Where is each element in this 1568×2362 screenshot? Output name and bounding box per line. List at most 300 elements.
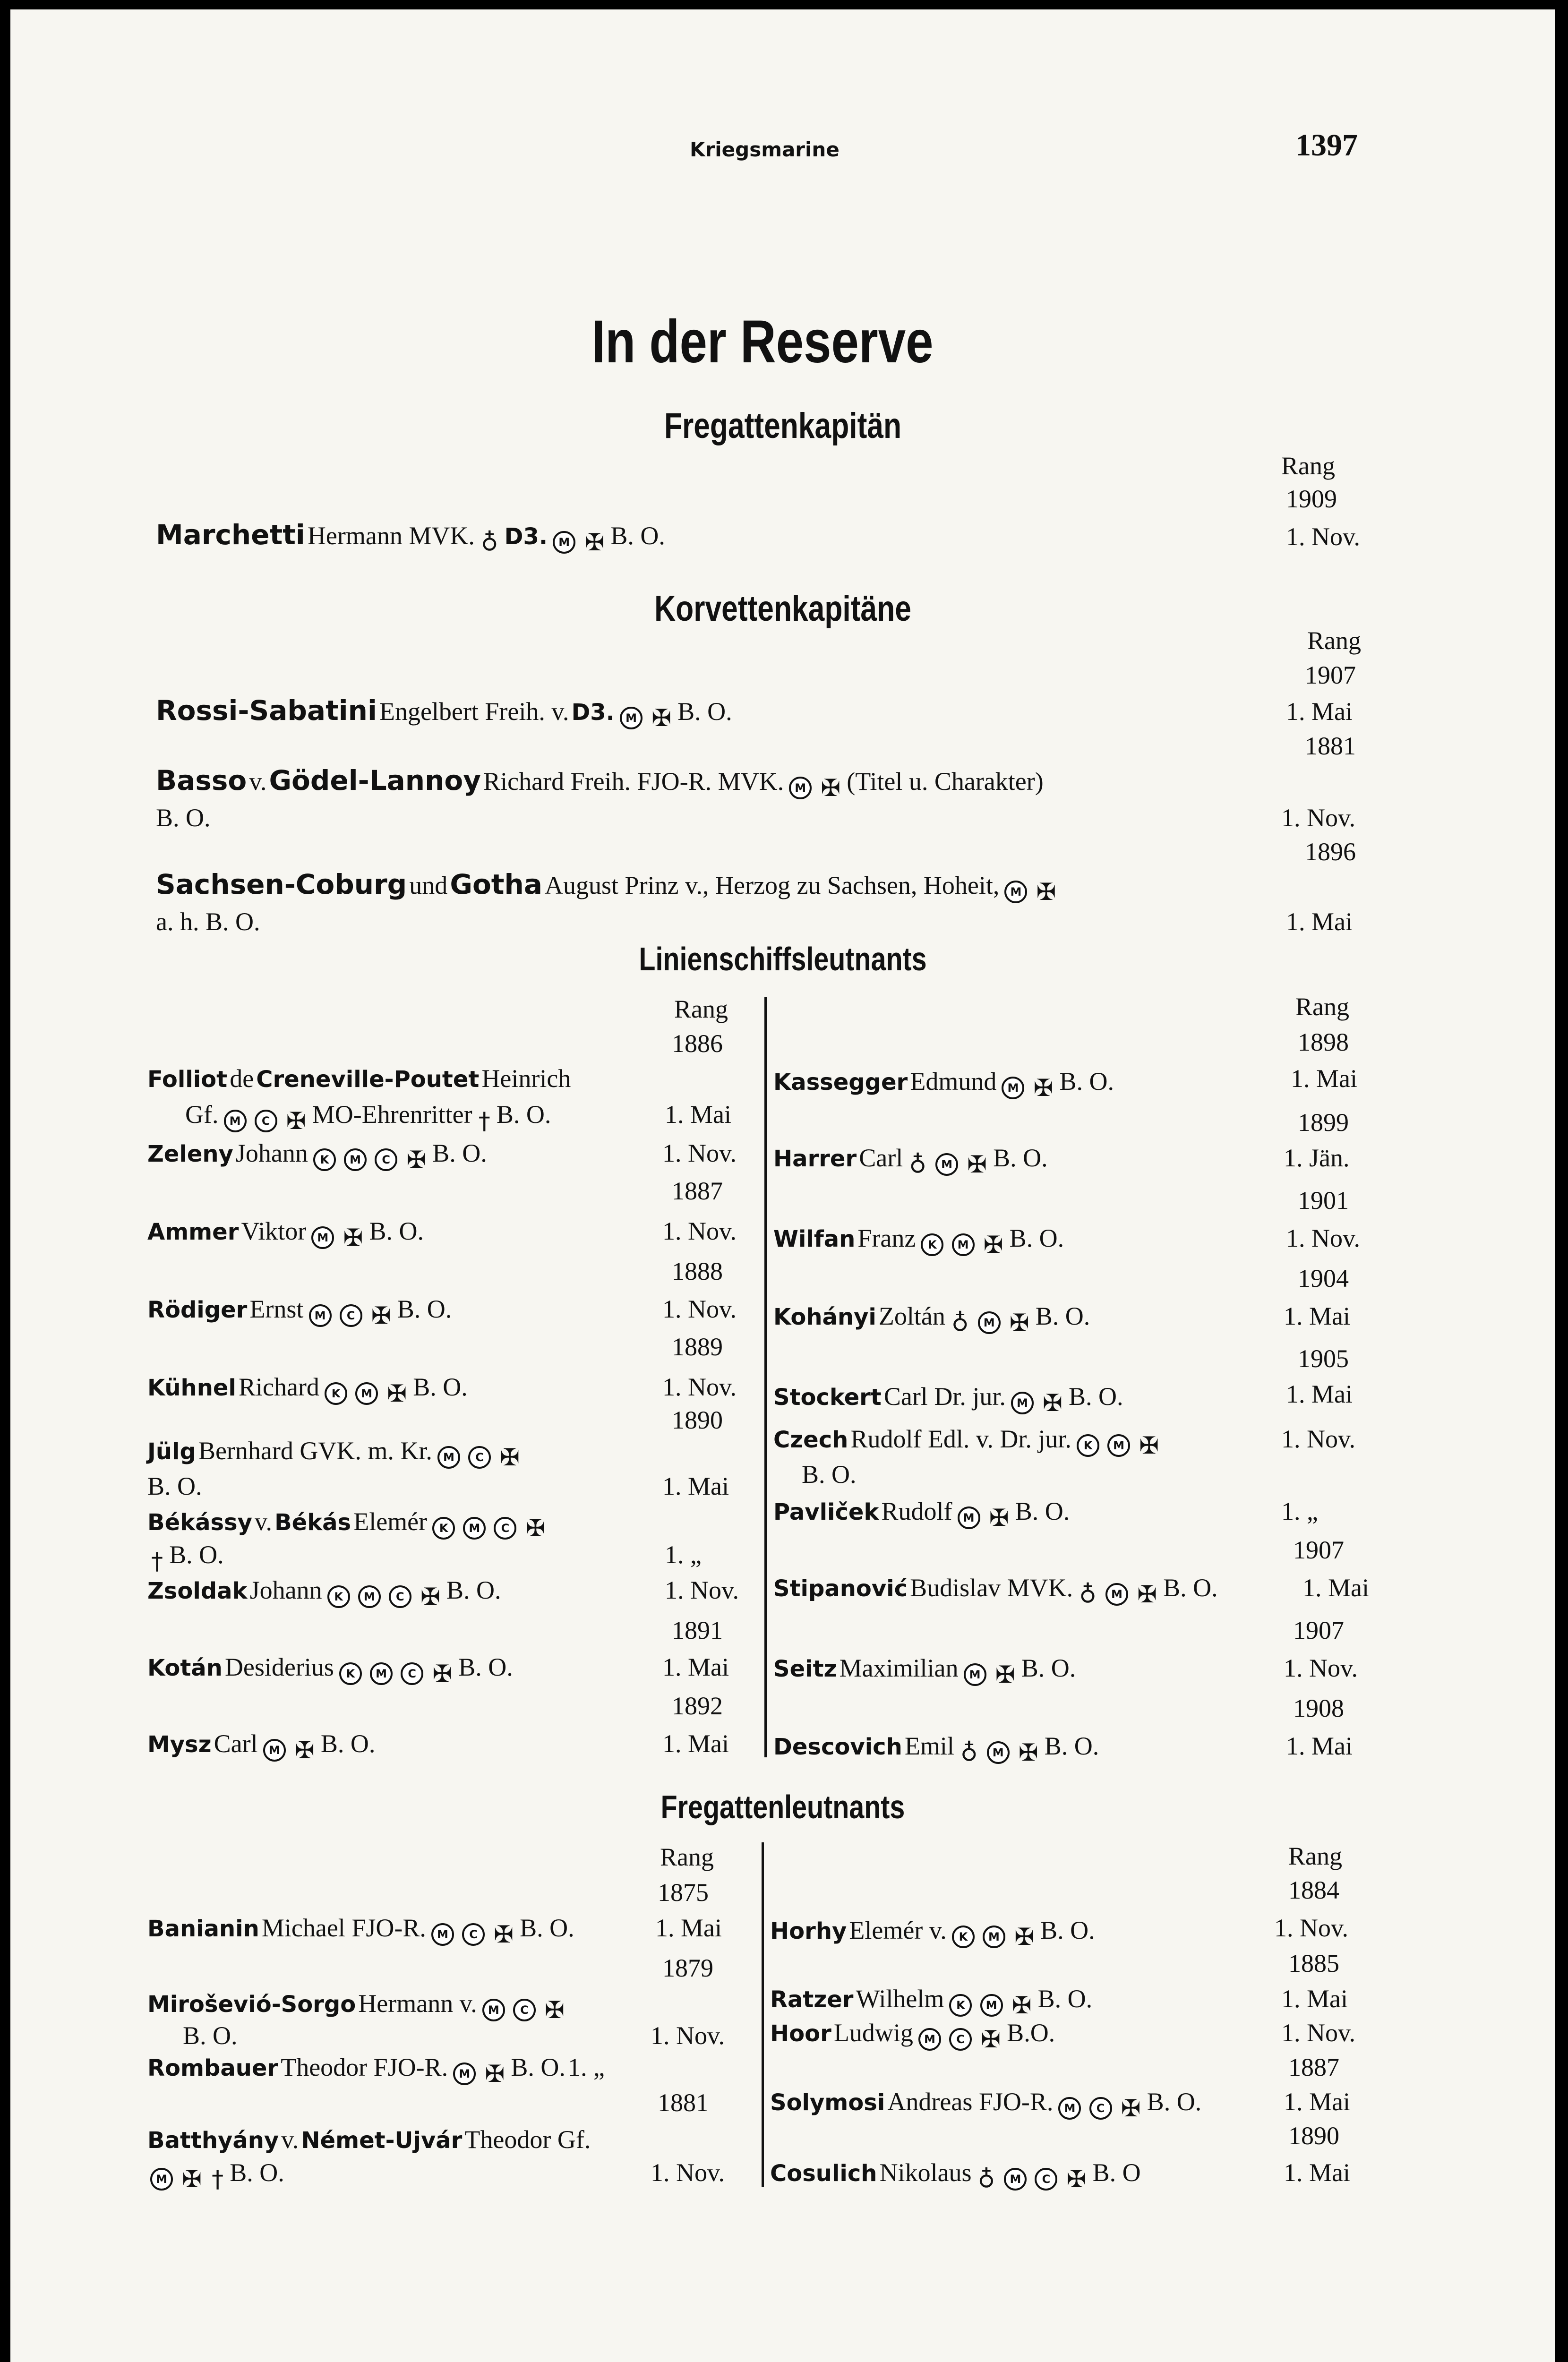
entry-name: Ratzer [770, 1986, 854, 2013]
entry-row [773, 1731, 1099, 1766]
rang-year: 1908 [1293, 1694, 1344, 1722]
c-badge-icon: C [1089, 2097, 1112, 2120]
k-badge-icon: K [325, 1382, 347, 1405]
cross-icon: ✠ [294, 1736, 315, 1764]
entry-row [770, 1916, 1095, 1951]
rang-year: 1887 [672, 1177, 723, 1205]
entry-bo: B. O. [1044, 1732, 1099, 1760]
entry-row [770, 2087, 1201, 2122]
entry-decoration: D3. [571, 699, 615, 726]
m-badge-icon: M [620, 707, 643, 729]
entry-details: Bernhard GVK. m. Kr. [198, 1437, 432, 1465]
entry-name: Stockert [773, 1384, 882, 1411]
cross-icon: ✠ [967, 1150, 987, 1178]
section-heading-korvettenkapitaene: Korvettenkapitäne [654, 589, 911, 629]
entry-row [147, 1652, 513, 1687]
rang-year: 1907 [1305, 661, 1356, 689]
medal-icon: ♁ [480, 528, 498, 556]
entry-row [773, 1224, 1064, 1258]
entry-details: Johann [235, 1139, 308, 1167]
entry-particle: v. [254, 1507, 272, 1536]
entry-name: Czech [773, 1427, 848, 1453]
c-badge-icon: C [494, 1517, 516, 1540]
rang-year: 1909 [1286, 485, 1337, 513]
entry-date: 1. Mai [1286, 1380, 1353, 1408]
m-badge-icon: M [370, 1662, 393, 1685]
entry-details: MO-Ehrenritter [312, 1100, 472, 1129]
entry-row [147, 1575, 501, 1610]
c-badge-icon: C [468, 1446, 491, 1469]
entry-row [773, 1067, 1114, 1102]
entry-name: Rombauer [147, 2055, 279, 2081]
rang-year: 1904 [1298, 1264, 1349, 1292]
cross-icon: ✠ [343, 1224, 363, 1251]
m-badge-icon: M [987, 1741, 1010, 1764]
rang-label: Rang [1307, 626, 1361, 655]
c-badge-icon: C [462, 1923, 485, 1946]
entry-details: Nikolaus [879, 2158, 972, 2187]
entry-bo: B. O. [432, 1139, 487, 1167]
entry-bo: B. O [1092, 2158, 1141, 2187]
entry-bo: B.O. [1007, 2019, 1055, 2047]
section-heading-fregattenleutnants: Fregattenleutnants [660, 1789, 905, 1825]
entry-name: Zsoldak [147, 1578, 248, 1604]
entry-details: Carl Dr. jur. [883, 1382, 1006, 1411]
entry-details: Johann [249, 1576, 322, 1604]
entry-date: 1. Nov. [665, 1576, 739, 1604]
k-badge-icon: K [432, 1517, 455, 1540]
cross-icon: ✠ [1139, 1431, 1159, 1459]
m-badge-icon: M [952, 1233, 975, 1256]
running-title: Kriegsmarine [690, 138, 840, 161]
c-badge-icon: C [513, 1999, 536, 2021]
rang-year: 1899 [1298, 1108, 1349, 1137]
entry-row [156, 519, 665, 556]
rang-year: 1892 [672, 1692, 723, 1720]
entry-date: 1. Mai [1286, 907, 1353, 936]
entry-line2: B. O. [147, 1472, 202, 1500]
section-heading-linienschiffsleutnants: Linienschiffsleutnants [639, 941, 927, 977]
entry-name: Solymosi [770, 2089, 885, 2116]
medal-icon: ♁ [951, 1309, 969, 1336]
entry-date: 1. Nov. [662, 1295, 737, 1323]
m-badge-icon: M [978, 1311, 1001, 1334]
medal-icon: ♁ [909, 1150, 926, 1178]
entry-date: 1. Nov. [1281, 804, 1355, 832]
k-badge-icon: K [1077, 1434, 1099, 1457]
dagger-icon: † [212, 2165, 224, 2193]
k-badge-icon: K [327, 1585, 350, 1608]
entry-line2: a. h. B. O. [156, 907, 260, 936]
entry-name: Sachsen-Coburg [156, 868, 407, 900]
m-badge-icon: M [431, 1923, 454, 1946]
rang-year: 1879 [662, 1954, 713, 1982]
entry-name: Descovich [773, 1734, 902, 1760]
m-badge-icon: M [482, 1999, 505, 2021]
entry-name: Stipanović [773, 1575, 908, 1602]
entry-details: Michael FJO-R. [261, 1914, 426, 1942]
entry-name: Békás [274, 1509, 351, 1536]
cross-icon: ✠ [544, 1996, 565, 2024]
entry-name: Mysz [147, 1731, 212, 1758]
cross-icon: ✠ [494, 1920, 514, 1948]
cross-icon: ✠ [1033, 1074, 1054, 1102]
entry-name: Gödel-Lannoy [269, 764, 481, 796]
entry-date: 1. Mai [665, 1100, 731, 1129]
cross-icon: ✠ [525, 1514, 546, 1542]
m-badge-icon: M [1004, 2168, 1027, 2191]
entry-date: 1. Mai [655, 1914, 722, 1942]
m-badge-icon: M [935, 1153, 958, 1176]
m-badge-icon: M [1004, 881, 1027, 903]
entry-date: 1. Nov. [1284, 1654, 1358, 1682]
m-badge-icon: M [789, 777, 812, 799]
rang-year: 1886 [672, 1029, 723, 1058]
entry-details: Gf. [185, 1100, 219, 1129]
entry-date: 1. Mai [1286, 1732, 1353, 1760]
cross-icon: ✠ [406, 1146, 427, 1173]
entry-name: Wilfan [773, 1226, 856, 1252]
entry-row [147, 1989, 568, 2024]
entry-details: Heinrich [481, 1064, 571, 1093]
rang-label: Rang [1295, 993, 1349, 1021]
entry-name: Batthyány [147, 2127, 279, 2154]
entry-bo: B. O. [520, 1914, 574, 1942]
entry-bo: B. O. [1059, 1067, 1114, 1095]
medal-icon: ♁ [1079, 1580, 1097, 1608]
rang-label: Rang [660, 1843, 714, 1871]
entry-date: 1. Nov. [1274, 1914, 1348, 1942]
k-badge-icon: K [313, 1148, 336, 1171]
medal-icon: ♁ [960, 1738, 978, 1766]
entry-name: Kohányi [773, 1304, 876, 1330]
entry-date: 1. Nov. [662, 1139, 737, 1167]
cross-icon: ✠ [182, 2165, 202, 2193]
cross-icon: ✠ [1137, 1580, 1157, 1608]
entry-details: Andreas FJO-R. [887, 2088, 1054, 2116]
entry-date: 1. Nov. [662, 1217, 737, 1245]
entry-details: Richard Freih. FJO-R. MVK. [483, 767, 784, 796]
entry-line2: B. O. [183, 2021, 238, 2050]
cross-icon: ✠ [1011, 1991, 1032, 2019]
cross-icon: ✠ [821, 774, 841, 802]
entry-details: Theodor Gf. [464, 2125, 591, 2154]
entry-row [773, 1382, 1123, 1417]
entry-name: Jülg [147, 1438, 196, 1465]
entry-row [147, 2053, 605, 2088]
entry-date: 1. Nov. [1286, 1224, 1360, 1252]
entry-details: Engelbert Freih. v. [379, 697, 569, 726]
m-badge-icon: M [1105, 1583, 1128, 1606]
rang-year: 1901 [1298, 1186, 1349, 1215]
cross-icon: ✠ [995, 1660, 1015, 1688]
entry-row [770, 2158, 1141, 2193]
entry-bo: B. O. [1037, 1985, 1093, 2013]
entry-name: Ammer [147, 1219, 239, 1245]
c-badge-icon: C [401, 1662, 423, 1685]
rang-year: 1905 [1298, 1344, 1349, 1373]
entry-details: Edmund [910, 1067, 997, 1095]
entry-date: 1. Nov. [651, 2158, 725, 2187]
cross-icon: ✠ [651, 704, 672, 732]
m-badge-icon: M [553, 531, 575, 554]
cross-icon: ✠ [1121, 2094, 1141, 2122]
entry-bo: B. O. [610, 522, 665, 550]
entry-details: Zoltán [878, 1302, 945, 1330]
cross-icon: ✠ [1009, 1309, 1029, 1336]
rang-year: 1881 [658, 2088, 709, 2117]
entry-date: 1. Nov. [1286, 522, 1360, 551]
entry-extra: (Titel u. Charakter) [847, 767, 1044, 796]
entry-name: Cosulich [770, 2160, 877, 2187]
entry-name: Seitz [773, 1656, 837, 1682]
entry-details: August Prinz v., Herzog zu Sachsen, Hoheit, [545, 871, 1000, 899]
entry-date: 1. Mai [1284, 1302, 1350, 1330]
entry-bo: B. O. [320, 1729, 376, 1758]
entry-date: 1. Mai [1291, 1064, 1357, 1093]
entry-details: Wilhelm [856, 1985, 944, 2013]
cross-icon: ✠ [983, 1231, 1003, 1258]
entry-row [773, 1573, 1218, 1608]
cross-icon: ✠ [432, 1660, 453, 1687]
m-badge-icon: M [463, 1517, 486, 1540]
entry-bo: B. O. [230, 2158, 284, 2187]
entry-details: Elemér v. [849, 1916, 947, 1944]
entry-row [770, 1984, 1092, 2019]
rang-label: Rang [674, 995, 728, 1023]
cross-icon: ✠ [371, 1301, 391, 1329]
entry-date: 1. Jän. [1284, 1144, 1350, 1172]
entry-name: Kotán [147, 1655, 223, 1681]
entry-details: Carl [859, 1144, 903, 1172]
entry-name: Banianin [147, 1916, 259, 1942]
entry-row [147, 1729, 375, 1764]
m-badge-icon: M [358, 1585, 381, 1608]
entry-name: Marchetti [156, 519, 305, 551]
entry-particle: v. [249, 767, 267, 796]
c-badge-icon: C [375, 1148, 397, 1171]
rang-year: 1889 [672, 1333, 723, 1361]
entry-date: 1. Mai [1302, 1574, 1369, 1602]
entry-bo: B. O. [413, 1373, 468, 1401]
cross-icon: ✠ [420, 1583, 440, 1610]
m-badge-icon: M [263, 1739, 286, 1762]
entry-bo: B. O. [1015, 1497, 1070, 1525]
entry-name: Kühnel [147, 1375, 236, 1401]
entry-details: Carl [214, 1729, 258, 1758]
entry-name: Rödiger [147, 1297, 248, 1323]
column-divider [764, 997, 767, 1757]
entry-line2: B. O. [156, 804, 211, 832]
entry-row [147, 1138, 487, 1173]
entry-bo: B. O. [397, 1295, 452, 1323]
page-number: 1397 [1295, 128, 1358, 163]
rang-label: Rang [1288, 1842, 1342, 1870]
m-badge-icon: M [958, 1506, 980, 1529]
entry-bo: B. O. [169, 1540, 224, 1569]
c-badge-icon: C [340, 1304, 362, 1327]
entry-details: Hermann v. [358, 1989, 477, 2018]
cross-icon: ✠ [485, 2060, 505, 2088]
entry-name: Harrer [773, 1146, 857, 1172]
entry-name: Creneville-Poutet [256, 1066, 480, 1093]
entry-row [147, 1436, 523, 1471]
entry-details: Maximilian [839, 1654, 959, 1682]
rang-year: 1890 [672, 1406, 723, 1434]
entry-row [147, 1372, 468, 1407]
entry-details: Theodor FJO-R. [281, 2053, 448, 2081]
entry-line2 [147, 2158, 284, 2193]
entry-bo: B. O. [1035, 1302, 1090, 1330]
entry-row [147, 1216, 424, 1251]
entry-bo: B. O. [1069, 1382, 1123, 1411]
dagger-icon: † [151, 1547, 163, 1575]
cross-icon: ✠ [387, 1379, 407, 1407]
c-badge-icon: C [255, 1110, 277, 1132]
cross-icon: ✠ [1018, 1738, 1038, 1766]
entry-date: 1. „ [567, 2053, 605, 2081]
entry-name: Német-Ujvár [301, 2127, 463, 2154]
entry-bo: B. O. [1163, 1574, 1218, 1602]
entry-bo: B. O. [1009, 1224, 1064, 1252]
rang-year: 1887 [1288, 2053, 1339, 2081]
entry-particle: v. [281, 2125, 299, 2154]
entry-date: 1. Nov. [662, 1373, 737, 1401]
entry-row [773, 1301, 1090, 1336]
k-badge-icon: K [949, 1994, 972, 2017]
entry-details: Rudolf [881, 1497, 952, 1525]
entry-bo: B. O. [1021, 1654, 1076, 1682]
entry-bo: B. O. [446, 1576, 501, 1604]
rang-year: 1907 [1293, 1616, 1344, 1644]
entry-details: Hermann MVK. [307, 522, 475, 550]
m-badge-icon: M [1058, 2097, 1081, 2120]
cross-icon: ✠ [1066, 2165, 1087, 2193]
entry-row [147, 2125, 591, 2154]
entry-name: Basso [156, 764, 247, 796]
entry-details: Richard [238, 1373, 319, 1401]
m-badge-icon: M [918, 2028, 941, 2051]
entry-name: Rossi-Sabatini [156, 694, 377, 727]
c-badge-icon: C [389, 1585, 411, 1608]
entry-row [773, 1143, 1048, 1178]
entry-row [156, 764, 1044, 802]
m-badge-icon: M [1107, 1434, 1130, 1457]
k-badge-icon: K [921, 1233, 943, 1256]
entry-name: Gotha [450, 868, 542, 900]
entry-date: 1. Nov. [1281, 1425, 1355, 1453]
m-badge-icon: M [983, 1926, 1005, 1948]
rang-year: 1896 [1305, 838, 1356, 866]
cross-icon: ✠ [1036, 878, 1056, 906]
entry-bo: B. O. [369, 1217, 424, 1245]
dagger-icon: † [478, 1107, 490, 1135]
rang-year: 1875 [658, 1878, 709, 1907]
cross-icon: ✠ [1014, 1923, 1034, 1951]
m-badge-icon: M [309, 1304, 332, 1327]
entry-details: Ludwig [833, 2019, 913, 2047]
document-page [10, 9, 1555, 2362]
entry-row [773, 1653, 1076, 1688]
rang-year: 1881 [1305, 732, 1356, 760]
m-badge-icon: M [150, 2168, 173, 2191]
entry-line2 [185, 1100, 551, 1135]
entry-name: Pavliček [773, 1499, 879, 1525]
entry-date: 1. Mai [1281, 1985, 1348, 2013]
entry-name: Békássy [147, 1509, 252, 1536]
entry-details: Desiderius [224, 1653, 334, 1681]
entry-details: Franz [857, 1224, 916, 1252]
entry-particle: und [409, 871, 448, 899]
entry-row [147, 1913, 574, 1948]
entry-decoration: D3. [504, 523, 548, 550]
entry-name: Kassegger [773, 1069, 908, 1095]
entry-date: 1. Nov. [1281, 2019, 1355, 2047]
rang-year: 1888 [672, 1257, 723, 1285]
entry-details: Viktor [241, 1217, 307, 1245]
entry-line2 [147, 1540, 224, 1575]
entry-bo: B. O. [993, 1144, 1048, 1172]
rang-label: Rang [1281, 452, 1335, 480]
entry-bo: B. O. [677, 697, 732, 726]
entry-date: 1. Mai [662, 1653, 729, 1681]
entry-details: Rudolf Edl. v. Dr. jur. [850, 1425, 1071, 1453]
entry-row [156, 694, 732, 732]
rang-year: 1884 [1288, 1876, 1339, 1904]
entry-details: Budislav MVK. [910, 1574, 1073, 1602]
entry-date: 1. Mai [662, 1729, 729, 1758]
rang-year: 1898 [1298, 1028, 1349, 1056]
m-badge-icon: M [1011, 1392, 1034, 1414]
entry-date: 1. „ [1281, 1497, 1318, 1525]
entry-row [773, 1497, 1070, 1532]
entry-particle: de [230, 1064, 254, 1093]
rang-year: 1907 [1293, 1536, 1344, 1564]
m-badge-icon: M [355, 1382, 378, 1405]
m-badge-icon: M [964, 1663, 986, 1686]
entry-name: Zeleny [147, 1141, 233, 1167]
m-badge-icon: M [224, 1110, 247, 1132]
entry-row [156, 868, 1060, 906]
entry-line2: B. O. [802, 1460, 857, 1489]
m-badge-icon: M [311, 1226, 334, 1249]
entry-bo: B. O. [511, 2053, 566, 2081]
entry-row [147, 1507, 549, 1542]
m-badge-icon: M [344, 1148, 367, 1171]
rang-year: 1890 [1288, 2122, 1339, 2150]
cross-icon: ✠ [1043, 1389, 1062, 1417]
entry-date: 1. Mai [662, 1472, 729, 1500]
entry-date: 1. Mai [1284, 2088, 1350, 2116]
entry-row [770, 2018, 1055, 2053]
m-badge-icon: M [453, 2062, 476, 2085]
cross-icon: ✠ [989, 1504, 1009, 1532]
entry-date: 1. „ [665, 1540, 702, 1569]
entry-row [773, 1424, 1163, 1459]
m-badge-icon: M [980, 1994, 1003, 2017]
cross-icon: ✠ [981, 2025, 1001, 2053]
k-badge-icon: K [952, 1926, 975, 1948]
k-badge-icon: K [339, 1662, 362, 1685]
entry-name: Horhy [770, 1918, 847, 1944]
c-badge-icon: C [949, 2028, 972, 2051]
entry-date: 1. Nov. [651, 2021, 725, 2050]
entry-name: Miroševió-Sorgo [147, 1991, 356, 2018]
entry-details: Elemér [353, 1507, 428, 1536]
entry-details: Ernst [249, 1295, 304, 1323]
entry-bo: B. O. [458, 1653, 513, 1681]
entry-date: 1. Mai [1286, 697, 1353, 726]
